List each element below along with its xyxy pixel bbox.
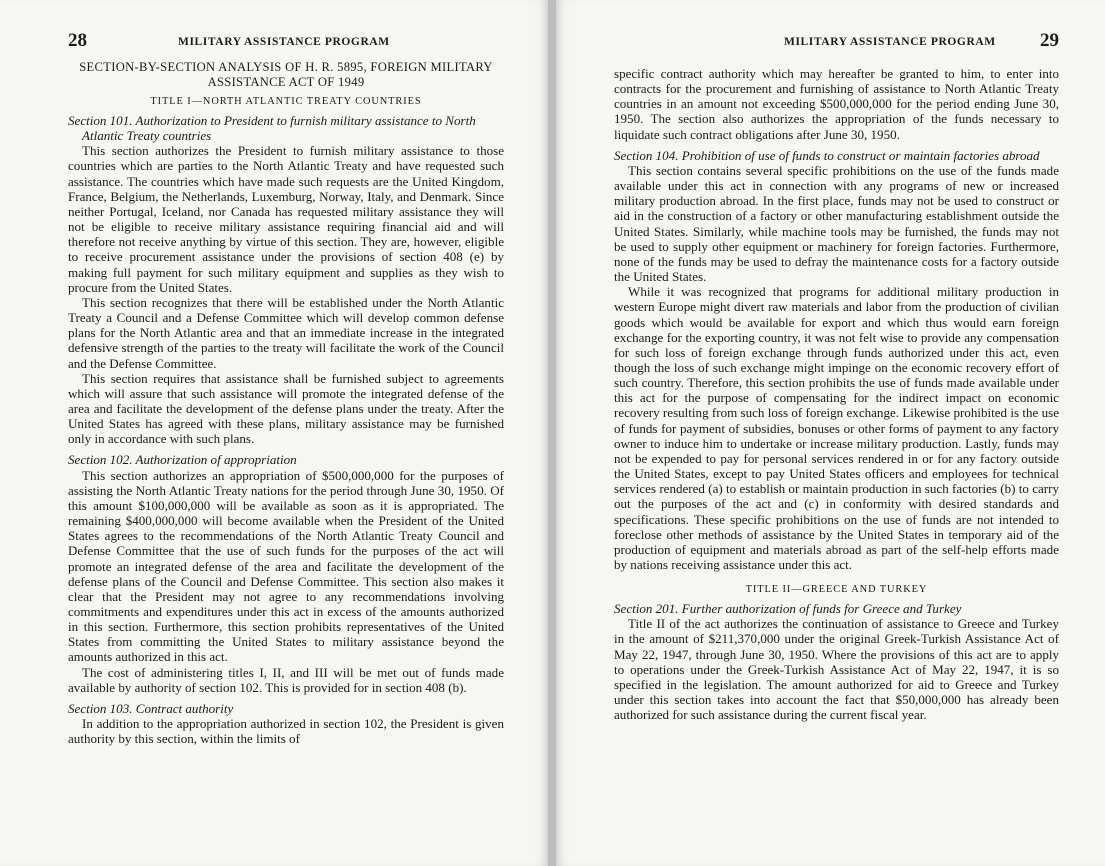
title-i-heading: TITLE I—NORTH ATLANTIC TREATY COUNTRIES: [150, 96, 422, 107]
section-101-heading: Section 101. Authorization to President to furnish military assistance to North Atlantic Treaty countries: [68, 113, 476, 144]
section-101-paragraph-1: This section authorizes the President to furnish military assistance to those countries which are parties to the North Atlantic Treaty and have requested such assistance. The countries which have made such requests are the United Kingdom, France, Belgium, the Netherlands, Luxemburg, Norway, Italy, and Denmark. Since neither Portugal, Iceland, nor Canada has requested military assistance they will not be eligible to receive military assistance requiring financial aid and will therefore not receive anything by virtue of this section. They are, however, eligible to receive procurement assistance under the provisions of section 408 (e) by making full payment for such military equipment and supplies as they wish to procure from the United States.: [68, 143, 504, 295]
section-102-paragraph-1: This section authorizes an appropriation of $500,000,000 for the purposes of assisting the North Atlantic Treaty nations for the period through June 30, 1950. Of this amount $100,000,000 will be available as soon as it is appropriated. The remaining $400,000,000 will become available when the President of the United States agrees to the recommendations of the North Atlantic Treaty Council and Defense Committee that the use of such funds for the purposes of the act will promote an integrated defense of the area and facilitate the development of the defense plans of the Council and Defense Committee. This section also makes it clear that the President may not agree to any recommendations involving commitments and expenditures under this act in excess of the amounts authorized in this section. Furthermore, this section prohibits representatives of the United States from committing the United States to military assistance beyond the amounts authorized in this act.: [68, 467, 504, 665]
left-running-head: [68, 30, 504, 56]
section-103-heading: Section 103. Contract authority: [68, 700, 234, 716]
section-101-paragraph-2: This section recognizes that there will be established under the North Atlantic Treaty a Council and a Defense Committee which will develop common defense plans for the North Atlantic area and that an immediate increase in the integrated defensive strength of the parties to the treaty will facilitate the work of the Council and the Defense Committee.: [68, 294, 504, 371]
section-104-paragraph-1: This section contains several specific prohibitions on the use of the funds made available under this act in connection with any programs of new or increased military production abroad. In the first place, funds may not be used to construct or aid in the construction of a factory or other manufacturing establishment outside the United States. Similarly, while machine tools may be furnished, the funds may not be used to supply other equipment or machinery for foreign factories. Furthermore, none of the funds may be used to defray the maintenance costs for a factory outside the United States.: [614, 162, 1059, 285]
page-number-right: 29: [1040, 30, 1059, 51]
section-102-paragraph-2: The cost of administering titles I, II, and III will be met out of funds made available by authority of section 102. This is provided for in section 408 (b).: [68, 664, 504, 695]
book-gutter: [548, 0, 556, 866]
right-running-head: [614, 30, 1059, 56]
section-101-paragraph-3: This section requires that assistance shall be furnished subject to agreements which will assure that such assistance will promote the integrated defense of the area and facilitate the development of the defense plans under the treaty. After the United States has agreed with these plans, military assistance may be furnished only in accordance with such plans.: [68, 370, 504, 447]
running-head-left: MILITARY ASSISTANCE PROGRAM: [178, 36, 390, 48]
title-ii-heading: TITLE II—GREECE AND TURKEY: [745, 584, 928, 596]
page-number-left: 28: [68, 30, 87, 51]
section-201-paragraph-1: Title II of the act authorizes the continuation of assistance to Greece and Turkey in the amount of $211,370,000 under the original Greek-Turkish Assistance Act of May 22, 1947, through June 30, 1950. Where the provisions of this act are to apply to operations under the Greek-Turkish Assistance Act of May 22, 1947, it is so specified in the legislation. The amount authorized for aid to Greece and Turkey under this section takes into account the fact that $50,000,000 has already been authorized for such assistance during the current fiscal year.: [614, 616, 1059, 723]
right-page: [556, 0, 1105, 866]
section-104-paragraph-2: While it was recognized that programs for additional military production in western Europe might divert raw materials and labor from the production of civilian goods which would be available for export and which thus would earn foreign exchange for the exporting country, it was not felt wise to provide any compensation for such loss of foreign exchange through funds authorized under this act, even though the loss of such exchange might impinge on the economic recovery effort of such country. Therefore, this section prohibits the use of funds made available under this act for the purpose of compensating for the indirect impact on economic recovery resulting from such loss of foreign exchange. Likewise prohibited is the use of funds for payment of subsidies, bonuses or other forms of payment to any factory owner to induce him to undertake or increase military production. Lastly, funds may not be expended to pay for personal services rendered in or for any factory outside the United States, except to pay United States officers and employees for technical services rendered (a) to establish or maintain production in such factories (b) to carry out the purposes of the act and (c) in conformity with desired standards and specifications. These specific prohibitions on the use of funds are not intended to foreclose other methods of assistance by the United States in temporary aid of the production of equipment and materials abroad as part of the self-help efforts made by nations receiving assistance under this act.: [614, 284, 1059, 572]
section-103-paragraph-1: In addition to the appropriation authorized in section 102, the President is given authority by this section, within the limits of: [68, 716, 504, 747]
left-page: [0, 0, 548, 866]
section-201-heading: Section 201. Further authorization of funds for Greece and Turkey: [614, 601, 962, 617]
section-104-heading: Section 104. Prohibition of use of funds to construct or maintain factories abroad: [614, 147, 1040, 163]
section-103-continuation: specific contract authority which may hereafter be granted to him, to enter into contracts for the procurement and furnishing of assistance to North Atlantic Treaty countries in an amount not exceeding $500,000,000 for the period ending June 30, 1950. The section also authorizes the appropriation of the funds necessary to liquidate such contract obligations after June 30, 1950.: [614, 66, 1059, 142]
running-head-right: MILITARY ASSISTANCE PROGRAM: [784, 36, 996, 48]
analysis-title: SECTION-BY-SECTION ANALYSIS OF H. R. 5895, FOREIGN MILITARY ASSISTANCE ACT OF 1949: [79, 60, 493, 89]
section-102-heading: Section 102. Authorization of appropriation: [68, 452, 297, 468]
